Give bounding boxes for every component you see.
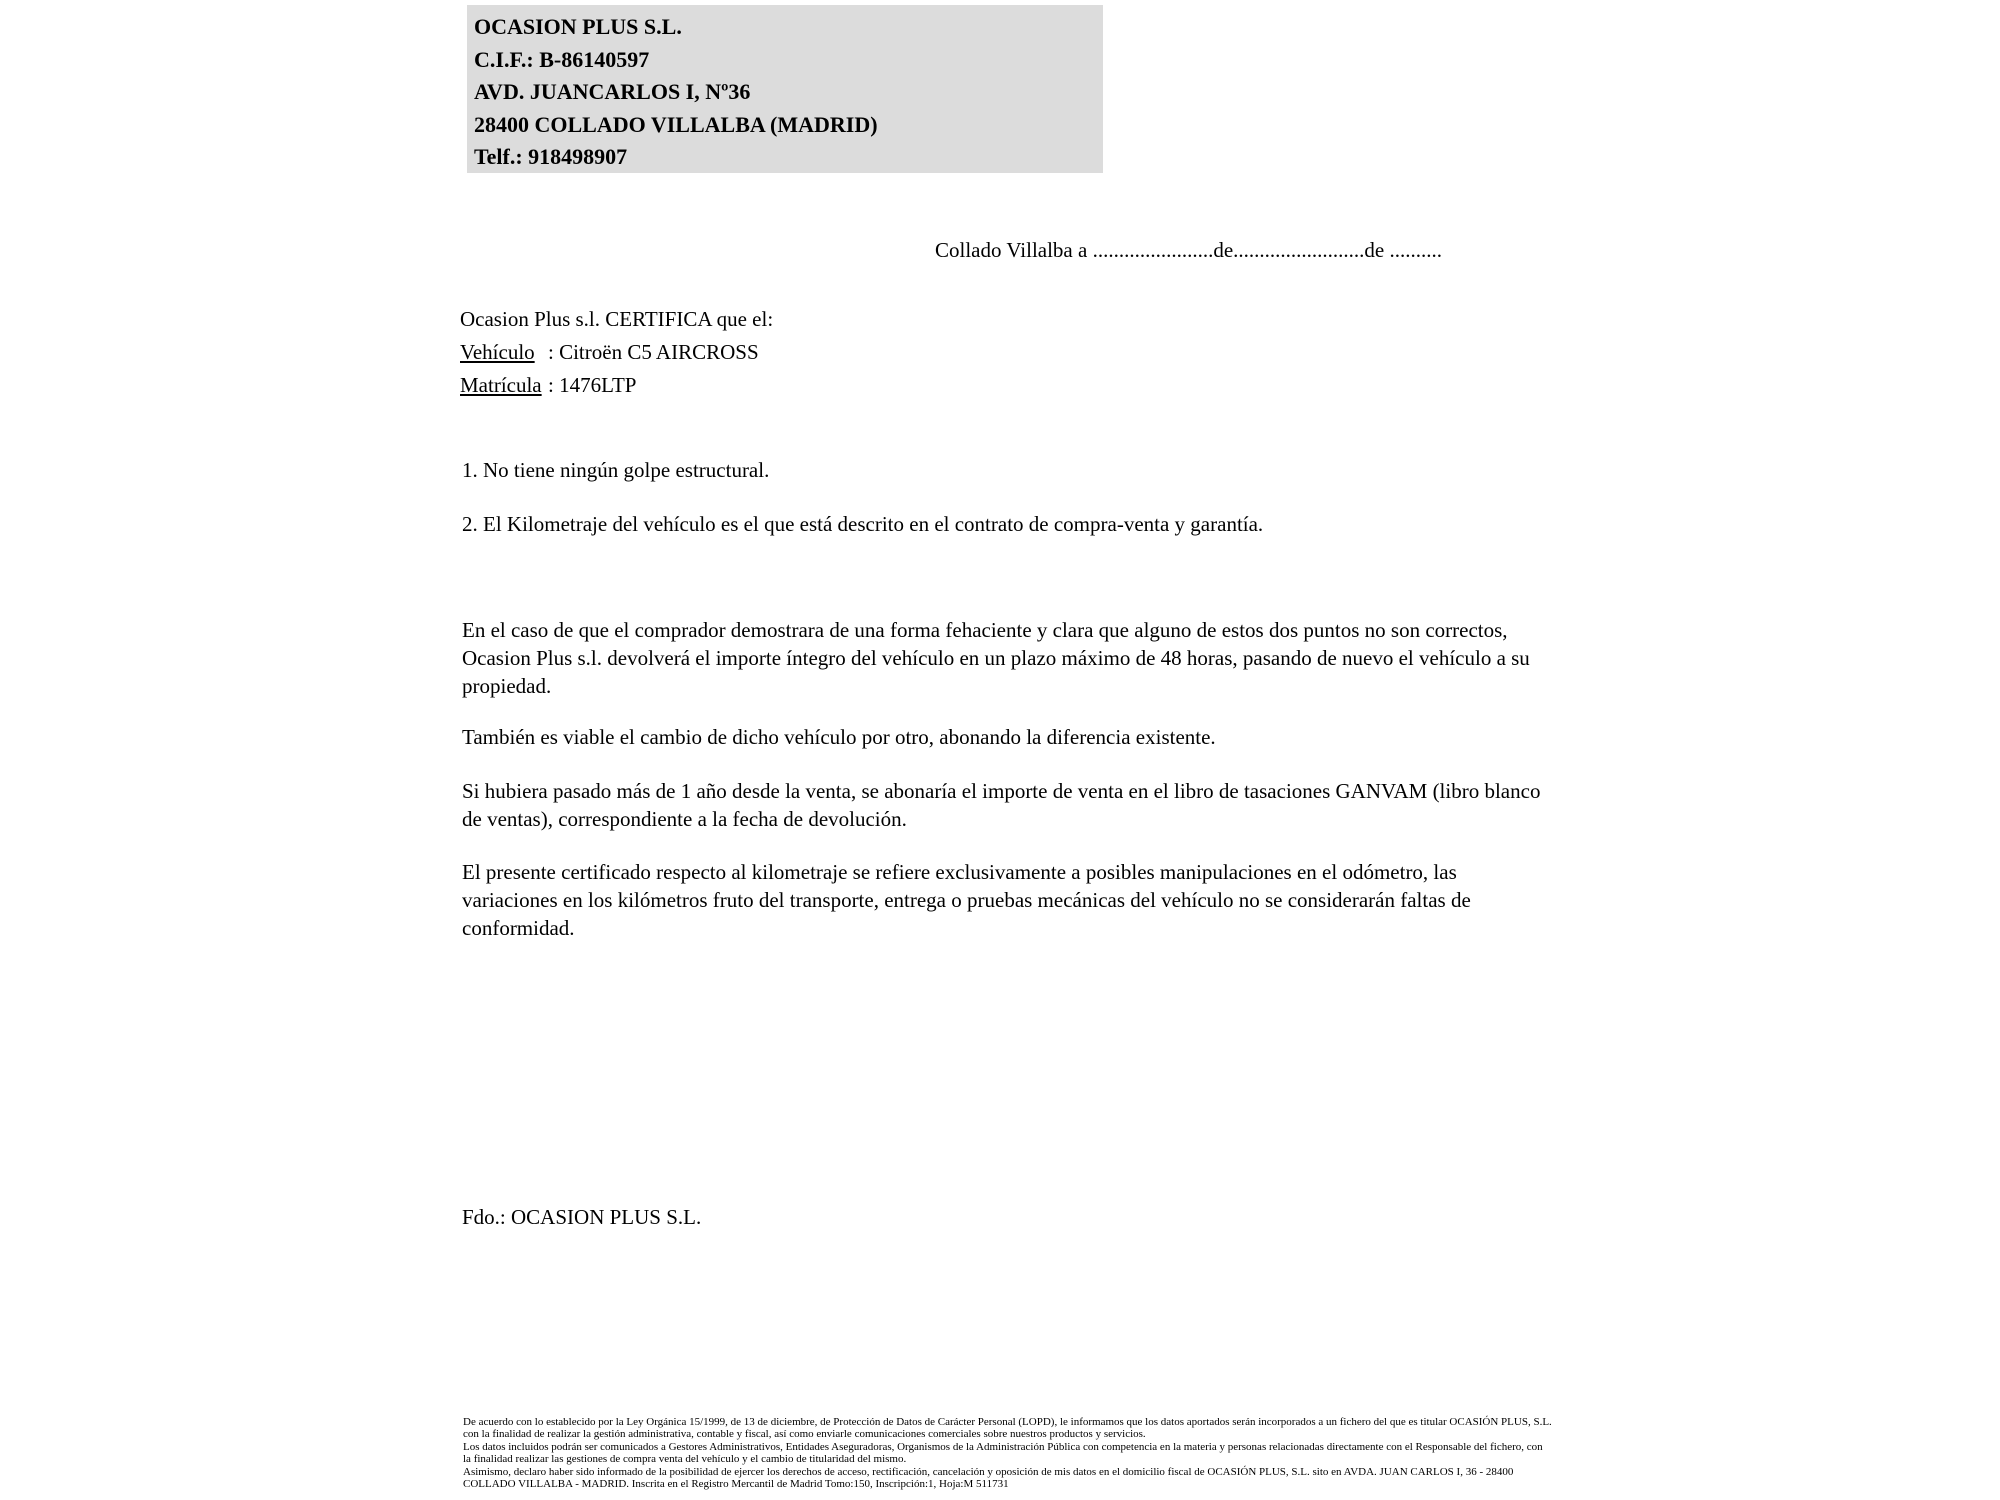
company-name: OCASION PLUS S.L. bbox=[474, 14, 682, 39]
plate-label: Matrícula bbox=[460, 373, 542, 397]
legal-paragraph-lopd: De acuerdo con lo establecido por la Ley Orgánica 15/1999, de 13 de diciembre, de Protección de Datos de Carácter Personal (LOPD), le informamos que los datos aportados serán incorporados a un fichero del que es titular OCASIÓN PLUS, S.L. con la finalidad de realizar la gestión administrativa, contable y fiscal, así como enviarle comunicaciones comerciales sobre nuestros productos y servicios. bbox=[463, 1416, 1552, 1441]
plate-row bbox=[460, 369, 773, 402]
paragraph-refund: En el caso de que el comprador demostrara de una forma fehaciente y clara que alguno de estos dos puntos no son correctos, Ocasion Plus s.l. devolverá el importe íntegro del vehículo en un plazo máximo de 48 horas, pasando de nuevo el vehículo a su propiedad. bbox=[462, 618, 1530, 698]
date-fill-in-line: Collado Villalba a .......................de.........................de .......... bbox=[935, 238, 1442, 262]
company-header-box bbox=[467, 5, 1103, 173]
paragraph-odometer: El presente certificado respecto al kilometraje se refiere exclusivamente a posibles manipulaciones en el odómetro, las variaciones en los kilómetros fruto del transporte, entrega o pruebas mecánicas del vehículo no se considerarán faltas de conformidad. bbox=[462, 860, 1471, 940]
vehicle-row bbox=[460, 336, 773, 369]
point-mileage: 2. El Kilometraje del vehículo es el que está descrito en el contrato de compra-venta y garantía. bbox=[462, 512, 1264, 536]
certify-intro: Ocasion Plus s.l. CERTIFICA que el: bbox=[460, 307, 774, 331]
company-city: 28400 COLLADO VILLALBA (MADRID) bbox=[474, 111, 878, 137]
legal-paragraph-data-use: Los datos incluidos podrán ser comunicados a Gestores Administrativos, Entidades Aseguradoras, Organismos de la Administración Pública con competencia en la materia y personas relacionadas directamente con el Responsable del fichero, con la finalidad realizar las gestiones de compra venta del vehículo y el cambio de titularidad del mismo. bbox=[463, 1440, 1543, 1466]
legal-fine-print bbox=[463, 1416, 1553, 1490]
plate-value: : 1476LTP bbox=[548, 373, 637, 397]
company-phone: Telf.: 918498907 bbox=[474, 144, 628, 169]
company-address: AVD. JUANCARLOS I, Nº36 bbox=[474, 79, 751, 104]
company-cif: C.I.F.: B-86140597 bbox=[474, 46, 650, 72]
paragraph-ganvam: Si hubiera pasado más de 1 año desde la venta, se abonaría el importe de venta en el libro de tasaciones GANVAM (libro blanco de ventas), correspondiente a la fecha de devolución. bbox=[462, 779, 1541, 831]
signature-line: Fdo.: OCASION PLUS S.L. bbox=[462, 1205, 702, 1229]
vehicle-label: Vehículo bbox=[460, 340, 535, 364]
certify-block bbox=[460, 303, 773, 402]
legal-paragraph-rights: Asimismo, declaro haber sido informado de la posibilidad de ejercer los derechos de acceso, rectificación, cancelación y oposición de mis datos en el domicilio fiscal de OCASIÓN PLUS, S.L. sito en AVDA. JUAN CARLOS I, 36 - 28400 COLLADO VILLALBA - MADRID. Inscrita en el Registro Mercantil de Madrid Tomo:150, Inscripción:1, Hoja:M 511731 bbox=[463, 1465, 1514, 1491]
paragraph-exchange: También es viable el cambio de dicho vehículo por otro, abonando la diferencia existente. bbox=[462, 725, 1216, 749]
point-structural-damage: 1. No tiene ningún golpe estructural. bbox=[462, 458, 770, 482]
vehicle-value: : Citroën C5 AIRCROSS bbox=[548, 340, 759, 364]
